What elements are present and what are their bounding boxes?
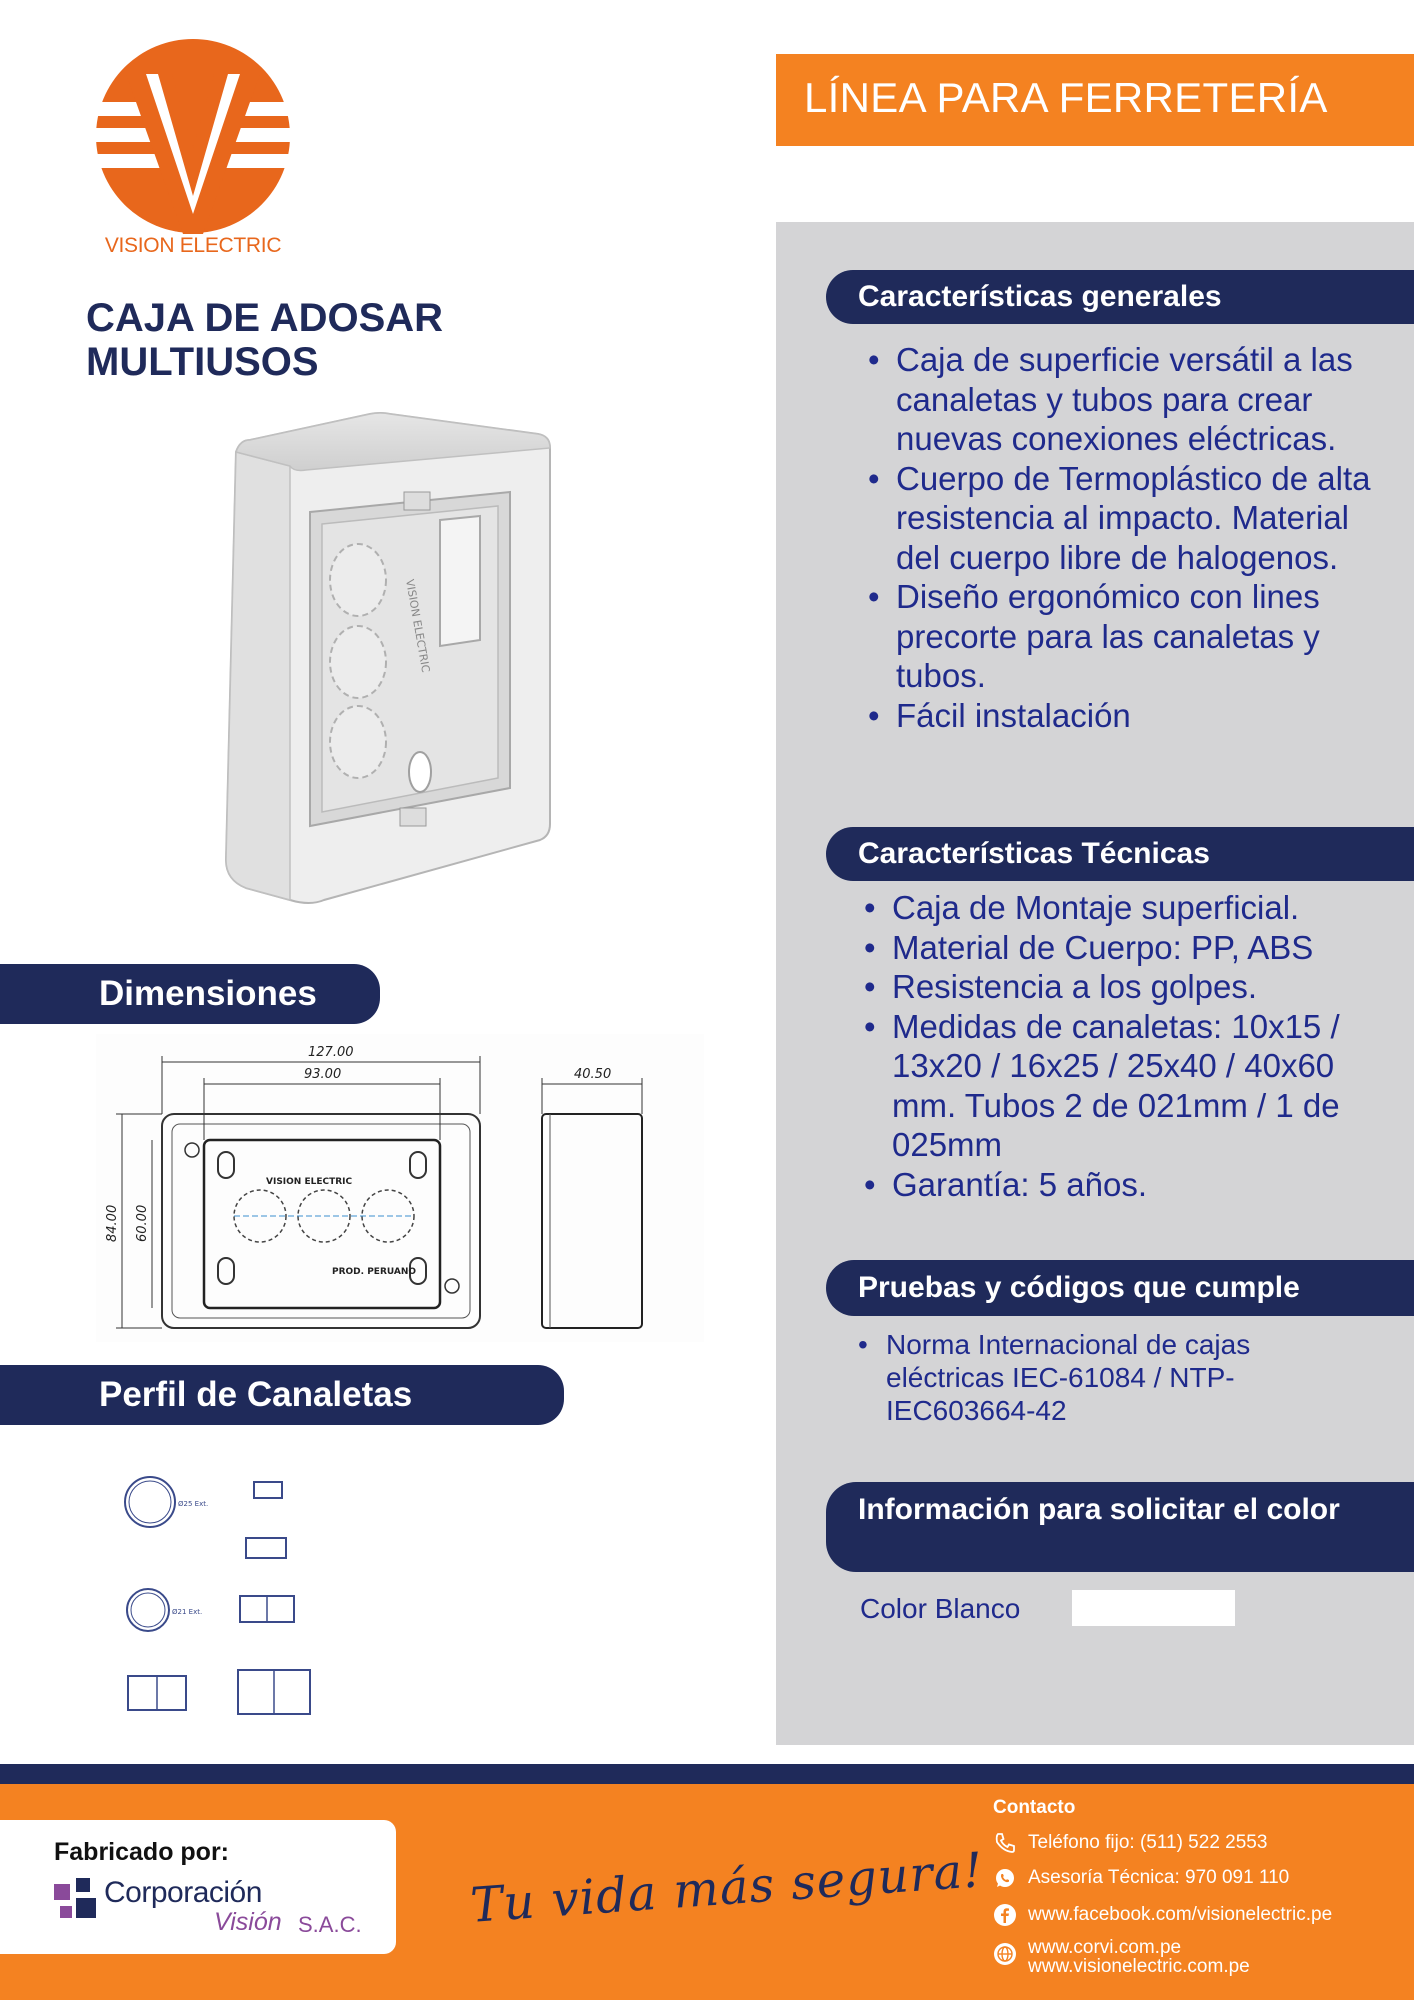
color-swatch xyxy=(1072,1590,1235,1626)
contact-advisory-text: Asesoría Técnica: 970 091 110 xyxy=(1028,1867,1290,1888)
section-pruebas-title: Pruebas y códigos que cumple xyxy=(826,1260,1414,1316)
product-image-brand-label: VISION ELECTRIC xyxy=(403,578,433,674)
list-item: • Diseño ergonómico con lines precorte para las canaletas y tubos. xyxy=(866,577,1386,696)
footer-divider xyxy=(0,1764,1414,1784)
profile-label-21: Ø21 Ext. xyxy=(172,1608,203,1616)
dimensions-drawing xyxy=(96,1034,704,1342)
slogan: Tu vida más segura! xyxy=(468,1842,986,1934)
contact-web-2[interactable]: www.visionelectric.com.pe xyxy=(1028,1956,1250,1977)
pruebas-list xyxy=(856,1328,1306,1427)
header-title: LÍNEA PARA FERRETERÍA xyxy=(804,74,1328,121)
section-perfil-title: Perfil de Canaletas xyxy=(0,1365,564,1425)
contact-web-1[interactable]: www.corvi.com.pe xyxy=(1028,1937,1182,1958)
section-color-title: Información para solicitar el color xyxy=(826,1482,1414,1572)
canaletas-profile-drawings xyxy=(110,1460,350,1730)
dim-width-inner: 93.00 xyxy=(304,1067,342,1082)
product-image xyxy=(210,400,570,920)
logo-emblem-icon xyxy=(88,36,298,236)
dimensions-brand-label: VISION ELECTRIC xyxy=(266,1177,353,1187)
dim-width-outer: 127.00 xyxy=(308,1045,354,1060)
product-title-line2: MULTIUSOS xyxy=(86,340,319,384)
list-item: • Material de Cuerpo: PP, ABS xyxy=(862,928,1382,968)
dimensions-origin-label: PROD. PERUANO xyxy=(332,1267,417,1277)
manufacturer-name-3: S.A.C. xyxy=(298,1912,362,1937)
tecnicas-list xyxy=(862,888,1382,1204)
list-item: • Norma Internacional de cajas eléctricas IEC-61084 / NTP-IEC603664-42 xyxy=(856,1328,1306,1427)
dim-height-outer: 84.00 xyxy=(105,1204,120,1242)
manufacturer-card xyxy=(0,1820,396,1954)
product-title-line1: CAJA DE ADOSAR xyxy=(86,296,444,340)
list-item: • Resistencia a los golpes. xyxy=(862,967,1382,1007)
globe-icon xyxy=(993,1942,1017,1966)
contact-title: Contacto xyxy=(993,1797,1076,1818)
brand-name: VISION ELECTRIC xyxy=(104,234,282,257)
section-tecnicas-title: Características Técnicas xyxy=(826,827,1414,881)
list-item: • Cuerpo de Termoplástico de alta resistencia al impacto. Material del cuerpo libre de halogenos. xyxy=(866,459,1386,578)
list-item: • Garantía: 5 años. xyxy=(862,1165,1382,1205)
list-item: • Medidas de canaletas: 10x15 / 13x20 / 16x25 / 25x40 / 40x60 mm. Tubos 2 de 021mm / 1 de 025mm xyxy=(862,1007,1382,1165)
vision-electric-logo xyxy=(88,36,298,266)
generales-list xyxy=(866,340,1386,735)
manufacturer-name-1: Corporación xyxy=(104,1876,262,1909)
list-item: • Fácil instalación xyxy=(866,696,1386,736)
profile-label-25: Ø25 Ext. xyxy=(178,1500,209,1508)
color-label: Color Blanco xyxy=(860,1593,1021,1624)
contact-phone-text: Teléfono fijo: (511) 522 2553 xyxy=(1028,1832,1268,1853)
contact-facebook-text: www.facebook.com/visionelectric.pe xyxy=(1028,1904,1333,1925)
dim-depth: 40.50 xyxy=(574,1067,612,1082)
whatsapp-icon xyxy=(993,1866,1017,1890)
facebook-icon xyxy=(993,1903,1017,1927)
phone-icon xyxy=(993,1831,1017,1855)
section-generales-title: Características generales xyxy=(826,270,1414,324)
manufacturer-label: Fabricado por: xyxy=(54,1838,230,1866)
product-title xyxy=(86,296,526,384)
list-item: • Caja de Montaje superficial. xyxy=(862,888,1382,928)
manufacturer-name-2: Visión xyxy=(214,1908,282,1936)
dim-height-inner: 60.00 xyxy=(135,1204,150,1242)
header-banner xyxy=(776,54,1414,146)
section-dimensiones-title: Dimensiones xyxy=(0,964,380,1024)
list-item: • Caja de superficie versátil a las canaletas y tubos para crear nuevas conexiones eléctricas. xyxy=(866,340,1386,459)
